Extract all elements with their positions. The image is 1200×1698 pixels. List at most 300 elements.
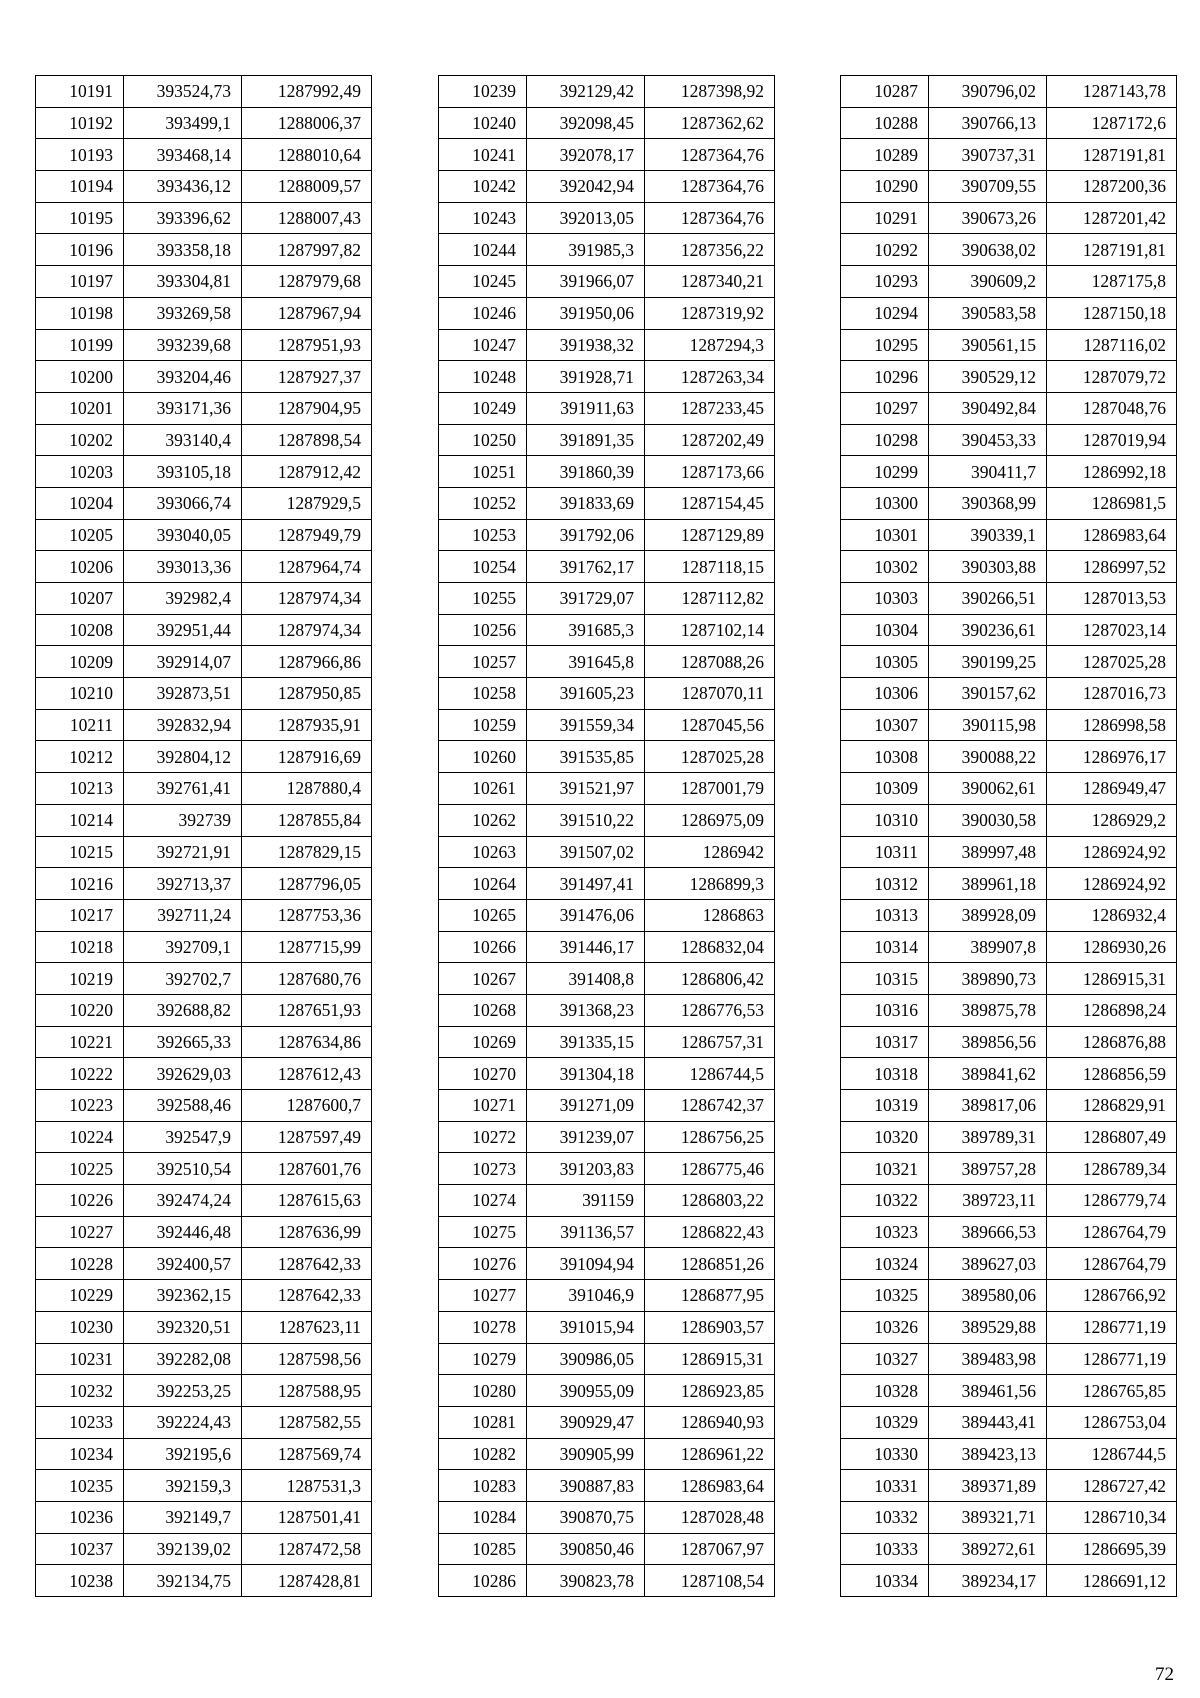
point-number-cell: 10274 [439, 1185, 527, 1217]
table-row [841, 646, 1177, 678]
table-row [841, 836, 1177, 868]
x-coordinate-cell: 393066,74 [124, 487, 242, 519]
y-coordinate-cell: 1286898,24 [1047, 994, 1177, 1026]
y-coordinate-cell: 1286876,88 [1047, 1026, 1177, 1058]
table-row [439, 614, 775, 646]
point-number-cell: 10212 [36, 741, 124, 773]
point-number-cell: 10278 [439, 1311, 527, 1343]
table-row [439, 994, 775, 1026]
table-row [36, 1153, 372, 1185]
x-coordinate-cell: 392013,05 [527, 202, 645, 234]
point-number-cell: 10334 [841, 1565, 929, 1597]
table-row [841, 297, 1177, 329]
x-coordinate-cell: 391559,34 [527, 709, 645, 741]
table-row [439, 583, 775, 615]
point-number-cell: 10280 [439, 1375, 527, 1407]
x-coordinate-cell: 389321,71 [929, 1501, 1047, 1533]
x-coordinate-cell: 390609,2 [929, 266, 1047, 298]
point-number-cell: 10241 [439, 139, 527, 171]
point-number-cell: 10263 [439, 836, 527, 868]
y-coordinate-cell: 1287598,56 [242, 1343, 372, 1375]
point-number-cell: 10237 [36, 1533, 124, 1565]
x-coordinate-cell: 391966,07 [527, 266, 645, 298]
y-coordinate-cell: 1288007,43 [242, 202, 372, 234]
x-coordinate-cell: 389907,8 [929, 931, 1047, 963]
y-coordinate-cell: 1287967,94 [242, 297, 372, 329]
table-row [439, 1280, 775, 1312]
y-coordinate-cell: 1287597,49 [242, 1121, 372, 1153]
y-coordinate-cell: 1287023,14 [1047, 614, 1177, 646]
x-coordinate-cell: 389961,18 [929, 868, 1047, 900]
point-number-cell: 10230 [36, 1311, 124, 1343]
table-row [36, 836, 372, 868]
point-number-cell: 10234 [36, 1438, 124, 1470]
table-row [841, 107, 1177, 139]
point-number-cell: 10330 [841, 1438, 929, 1470]
x-coordinate-cell: 393396,62 [124, 202, 242, 234]
point-number-cell: 10216 [36, 868, 124, 900]
point-number-cell: 10196 [36, 234, 124, 266]
x-coordinate-cell: 392588,46 [124, 1090, 242, 1122]
table-row [36, 773, 372, 805]
x-coordinate-cell: 392224,43 [124, 1406, 242, 1438]
point-number-cell: 10303 [841, 583, 929, 615]
point-number-cell: 10248 [439, 361, 527, 393]
y-coordinate-cell: 1286915,31 [1047, 963, 1177, 995]
y-coordinate-cell: 1286691,12 [1047, 1565, 1177, 1597]
point-number-cell: 10240 [439, 107, 527, 139]
point-number-cell: 10245 [439, 266, 527, 298]
y-coordinate-cell: 1287951,93 [242, 329, 372, 361]
x-coordinate-cell: 392362,15 [124, 1280, 242, 1312]
y-coordinate-cell: 1286930,26 [1047, 931, 1177, 963]
table-row [841, 1311, 1177, 1343]
x-coordinate-cell: 392761,41 [124, 773, 242, 805]
point-number-cell: 10285 [439, 1533, 527, 1565]
x-coordinate-cell: 393524,73 [124, 76, 242, 108]
point-number-cell: 10247 [439, 329, 527, 361]
x-coordinate-cell: 392951,44 [124, 614, 242, 646]
table-row [439, 234, 775, 266]
table-row [439, 266, 775, 298]
y-coordinate-cell: 1286924,92 [1047, 836, 1177, 868]
table-row [36, 709, 372, 741]
y-coordinate-cell: 1287173,66 [645, 456, 775, 488]
point-number-cell: 10242 [439, 171, 527, 203]
y-coordinate-cell: 1288009,57 [242, 171, 372, 203]
x-coordinate-cell: 389928,09 [929, 899, 1047, 931]
x-coordinate-cell: 392804,12 [124, 741, 242, 773]
y-coordinate-cell: 1287112,82 [645, 583, 775, 615]
x-coordinate-cell: 392629,03 [124, 1058, 242, 1090]
x-coordinate-cell: 391605,23 [527, 678, 645, 710]
table-row [439, 804, 775, 836]
x-coordinate-cell: 390492,84 [929, 392, 1047, 424]
x-coordinate-cell: 392446,48 [124, 1216, 242, 1248]
table-row [36, 424, 372, 456]
y-coordinate-cell: 1287079,72 [1047, 361, 1177, 393]
y-coordinate-cell: 1287233,45 [645, 392, 775, 424]
y-coordinate-cell: 1286949,47 [1047, 773, 1177, 805]
x-coordinate-cell: 391271,09 [527, 1090, 645, 1122]
table-row [36, 234, 372, 266]
y-coordinate-cell: 1287992,49 [242, 76, 372, 108]
table-row [439, 424, 775, 456]
x-coordinate-cell: 390887,83 [527, 1470, 645, 1502]
x-coordinate-cell: 392547,9 [124, 1121, 242, 1153]
y-coordinate-cell: 1287045,56 [645, 709, 775, 741]
x-coordinate-cell: 389461,56 [929, 1375, 1047, 1407]
table-row [36, 1438, 372, 1470]
y-coordinate-cell: 1287935,91 [242, 709, 372, 741]
y-coordinate-cell: 1287651,93 [242, 994, 372, 1026]
point-number-cell: 10257 [439, 646, 527, 678]
point-number-cell: 10255 [439, 583, 527, 615]
point-number-cell: 10208 [36, 614, 124, 646]
y-coordinate-cell: 1287191,81 [1047, 139, 1177, 171]
point-number-cell: 10321 [841, 1153, 929, 1185]
table-row [439, 1470, 775, 1502]
table-row [36, 804, 372, 836]
y-coordinate-cell: 1286765,85 [1047, 1375, 1177, 1407]
x-coordinate-cell: 392665,33 [124, 1026, 242, 1058]
table-row [36, 1311, 372, 1343]
x-coordinate-cell: 392149,7 [124, 1501, 242, 1533]
point-number-cell: 10207 [36, 583, 124, 615]
table-row [36, 1090, 372, 1122]
x-coordinate-cell: 391729,07 [527, 583, 645, 615]
y-coordinate-cell: 1287202,49 [645, 424, 775, 456]
x-coordinate-cell: 391159 [527, 1185, 645, 1217]
x-coordinate-cell: 391762,17 [527, 551, 645, 583]
y-coordinate-cell: 1287612,43 [242, 1058, 372, 1090]
y-coordinate-cell: 1287898,54 [242, 424, 372, 456]
table-row [36, 899, 372, 931]
y-coordinate-cell: 1286771,19 [1047, 1311, 1177, 1343]
table-row [439, 1438, 775, 1470]
y-coordinate-cell: 1286997,52 [1047, 551, 1177, 583]
table-row [841, 551, 1177, 583]
table-row [439, 1311, 775, 1343]
y-coordinate-cell: 1286940,93 [645, 1406, 775, 1438]
x-coordinate-cell: 389423,13 [929, 1438, 1047, 1470]
point-number-cell: 10305 [841, 646, 929, 678]
x-coordinate-cell: 391203,83 [527, 1153, 645, 1185]
table-row [841, 1438, 1177, 1470]
table-row [439, 361, 775, 393]
table-row [439, 107, 775, 139]
y-coordinate-cell: 1286764,79 [1047, 1216, 1177, 1248]
point-number-cell: 10192 [36, 107, 124, 139]
point-number-cell: 10238 [36, 1565, 124, 1597]
point-number-cell: 10276 [439, 1248, 527, 1280]
y-coordinate-cell: 1287364,76 [645, 202, 775, 234]
y-coordinate-cell: 1286727,42 [1047, 1470, 1177, 1502]
x-coordinate-cell: 392282,08 [124, 1343, 242, 1375]
table-row [36, 678, 372, 710]
point-number-cell: 10191 [36, 76, 124, 108]
point-number-cell: 10195 [36, 202, 124, 234]
point-number-cell: 10201 [36, 392, 124, 424]
y-coordinate-cell: 1286877,95 [645, 1280, 775, 1312]
table-row [841, 519, 1177, 551]
y-coordinate-cell: 1286710,34 [1047, 1501, 1177, 1533]
y-coordinate-cell: 1287615,63 [242, 1185, 372, 1217]
point-number-cell: 10204 [36, 487, 124, 519]
y-coordinate-cell: 1286744,5 [1047, 1438, 1177, 1470]
table-row [841, 76, 1177, 108]
point-number-cell: 10324 [841, 1248, 929, 1280]
table-row [841, 361, 1177, 393]
point-number-cell: 10294 [841, 297, 929, 329]
table-row [841, 329, 1177, 361]
table-row [36, 614, 372, 646]
x-coordinate-cell: 390561,15 [929, 329, 1047, 361]
y-coordinate-cell: 1287108,54 [645, 1565, 775, 1597]
table-row [439, 1375, 775, 1407]
y-coordinate-cell: 1286851,26 [645, 1248, 775, 1280]
x-coordinate-cell: 390766,13 [929, 107, 1047, 139]
y-coordinate-cell: 1287201,42 [1047, 202, 1177, 234]
table-row [439, 456, 775, 488]
x-coordinate-cell: 390955,09 [527, 1375, 645, 1407]
y-coordinate-cell: 1287028,48 [645, 1501, 775, 1533]
point-number-cell: 10249 [439, 392, 527, 424]
x-coordinate-cell: 391985,3 [527, 234, 645, 266]
x-coordinate-cell: 391521,97 [527, 773, 645, 805]
y-coordinate-cell: 1286829,91 [1047, 1090, 1177, 1122]
table-row [841, 1343, 1177, 1375]
y-coordinate-cell: 1287340,21 [645, 266, 775, 298]
x-coordinate-cell: 391239,07 [527, 1121, 645, 1153]
table-row [439, 1026, 775, 1058]
y-coordinate-cell: 1287623,11 [242, 1311, 372, 1343]
coordinate-table-2 [438, 75, 775, 1597]
point-number-cell: 10290 [841, 171, 929, 203]
point-number-cell: 10244 [439, 234, 527, 266]
x-coordinate-cell: 390823,78 [527, 1565, 645, 1597]
table-row [36, 76, 372, 108]
y-coordinate-cell: 1287997,82 [242, 234, 372, 266]
point-number-cell: 10272 [439, 1121, 527, 1153]
y-coordinate-cell: 1286929,2 [1047, 804, 1177, 836]
y-coordinate-cell: 1286742,37 [645, 1090, 775, 1122]
table-row [841, 741, 1177, 773]
point-number-cell: 10298 [841, 424, 929, 456]
table-row [439, 1121, 775, 1153]
point-number-cell: 10211 [36, 709, 124, 741]
point-number-cell: 10332 [841, 1501, 929, 1533]
x-coordinate-cell: 389875,78 [929, 994, 1047, 1026]
x-coordinate-cell: 392832,94 [124, 709, 242, 741]
table-row [36, 1533, 372, 1565]
point-number-cell: 10228 [36, 1248, 124, 1280]
x-coordinate-cell: 390368,99 [929, 487, 1047, 519]
y-coordinate-cell: 1287048,76 [1047, 392, 1177, 424]
y-coordinate-cell: 1287356,22 [645, 234, 775, 266]
table-row [439, 709, 775, 741]
y-coordinate-cell: 1286899,3 [645, 868, 775, 900]
table-row [439, 1406, 775, 1438]
table-row [841, 1248, 1177, 1280]
y-coordinate-cell: 1286983,64 [1047, 519, 1177, 551]
table-row [841, 1375, 1177, 1407]
x-coordinate-cell: 390929,47 [527, 1406, 645, 1438]
x-coordinate-cell: 393204,46 [124, 361, 242, 393]
point-number-cell: 10322 [841, 1185, 929, 1217]
y-coordinate-cell: 1286822,43 [645, 1216, 775, 1248]
y-coordinate-cell: 1286942 [645, 836, 775, 868]
x-coordinate-cell: 391792,06 [527, 519, 645, 551]
point-number-cell: 10218 [36, 931, 124, 963]
x-coordinate-cell: 391015,94 [527, 1311, 645, 1343]
table-row [36, 1248, 372, 1280]
y-coordinate-cell: 1287582,55 [242, 1406, 372, 1438]
table-row [439, 1565, 775, 1597]
table-row [36, 1216, 372, 1248]
table-row [439, 899, 775, 931]
point-number-cell: 10296 [841, 361, 929, 393]
y-coordinate-cell: 1287067,97 [645, 1533, 775, 1565]
point-number-cell: 10259 [439, 709, 527, 741]
page-number: 72 [1155, 1664, 1174, 1685]
table-row [841, 931, 1177, 963]
x-coordinate-cell: 389483,98 [929, 1343, 1047, 1375]
point-number-cell: 10253 [439, 519, 527, 551]
y-coordinate-cell: 1286807,49 [1047, 1121, 1177, 1153]
point-number-cell: 10316 [841, 994, 929, 1026]
table-row [439, 1343, 775, 1375]
x-coordinate-cell: 393171,36 [124, 392, 242, 424]
y-coordinate-cell: 1287964,74 [242, 551, 372, 583]
table-row [36, 297, 372, 329]
table-row [841, 678, 1177, 710]
x-coordinate-cell: 392139,02 [124, 1533, 242, 1565]
y-coordinate-cell: 1286961,22 [645, 1438, 775, 1470]
y-coordinate-cell: 1286803,22 [645, 1185, 775, 1217]
point-number-cell: 10273 [439, 1153, 527, 1185]
x-coordinate-cell: 390529,12 [929, 361, 1047, 393]
x-coordinate-cell: 389371,89 [929, 1470, 1047, 1502]
table-row [841, 392, 1177, 424]
point-number-cell: 10200 [36, 361, 124, 393]
table-row [841, 139, 1177, 171]
x-coordinate-cell: 390303,88 [929, 551, 1047, 583]
x-coordinate-cell: 389666,53 [929, 1216, 1047, 1248]
point-number-cell: 10206 [36, 551, 124, 583]
table-row [841, 868, 1177, 900]
point-number-cell: 10221 [36, 1026, 124, 1058]
x-coordinate-cell: 390709,55 [929, 171, 1047, 203]
table-row [841, 171, 1177, 203]
point-number-cell: 10293 [841, 266, 929, 298]
y-coordinate-cell: 1287501,41 [242, 1501, 372, 1533]
table-row [841, 1280, 1177, 1312]
y-coordinate-cell: 1286998,58 [1047, 709, 1177, 741]
point-number-cell: 10287 [841, 76, 929, 108]
y-coordinate-cell: 1286764,79 [1047, 1248, 1177, 1280]
point-number-cell: 10223 [36, 1090, 124, 1122]
point-number-cell: 10236 [36, 1501, 124, 1533]
y-coordinate-cell: 1286779,74 [1047, 1185, 1177, 1217]
x-coordinate-cell: 389443,41 [929, 1406, 1047, 1438]
y-coordinate-cell: 1286923,85 [645, 1375, 775, 1407]
y-coordinate-cell: 1287070,11 [645, 678, 775, 710]
point-number-cell: 10310 [841, 804, 929, 836]
point-number-cell: 10311 [841, 836, 929, 868]
y-coordinate-cell: 1287364,76 [645, 139, 775, 171]
table-row [841, 773, 1177, 805]
x-coordinate-cell: 390088,22 [929, 741, 1047, 773]
y-coordinate-cell: 1287974,34 [242, 614, 372, 646]
table-row [439, 139, 775, 171]
x-coordinate-cell: 393269,58 [124, 297, 242, 329]
x-coordinate-cell: 391510,22 [527, 804, 645, 836]
point-number-cell: 10286 [439, 1565, 527, 1597]
table-row [36, 392, 372, 424]
x-coordinate-cell: 392873,51 [124, 678, 242, 710]
table-row [841, 424, 1177, 456]
table-row [36, 1375, 372, 1407]
table-row [439, 1248, 775, 1280]
y-coordinate-cell: 1287966,86 [242, 646, 372, 678]
x-coordinate-cell: 391860,39 [527, 456, 645, 488]
x-coordinate-cell: 390236,61 [929, 614, 1047, 646]
x-coordinate-cell: 389723,11 [929, 1185, 1047, 1217]
point-number-cell: 10327 [841, 1343, 929, 1375]
point-number-cell: 10226 [36, 1185, 124, 1217]
x-coordinate-cell: 390157,62 [929, 678, 1047, 710]
x-coordinate-cell: 390986,05 [527, 1343, 645, 1375]
point-number-cell: 10199 [36, 329, 124, 361]
y-coordinate-cell: 1287175,8 [1047, 266, 1177, 298]
y-coordinate-cell: 1286775,46 [645, 1153, 775, 1185]
table-row [36, 931, 372, 963]
table-row [439, 868, 775, 900]
point-number-cell: 10220 [36, 994, 124, 1026]
point-number-cell: 10269 [439, 1026, 527, 1058]
table-row [841, 583, 1177, 615]
table-row [439, 202, 775, 234]
point-number-cell: 10233 [36, 1406, 124, 1438]
y-coordinate-cell: 1287025,28 [1047, 646, 1177, 678]
y-coordinate-cell: 1286757,31 [645, 1026, 775, 1058]
x-coordinate-cell: 392688,82 [124, 994, 242, 1026]
y-coordinate-cell: 1287472,58 [242, 1533, 372, 1565]
point-number-cell: 10281 [439, 1406, 527, 1438]
point-number-cell: 10309 [841, 773, 929, 805]
table-row [439, 519, 775, 551]
x-coordinate-cell: 391446,17 [527, 931, 645, 963]
table-row [439, 773, 775, 805]
table-row [841, 1026, 1177, 1058]
y-coordinate-cell: 1287531,3 [242, 1470, 372, 1502]
y-coordinate-cell: 1286903,57 [645, 1311, 775, 1343]
point-number-cell: 10202 [36, 424, 124, 456]
point-number-cell: 10282 [439, 1438, 527, 1470]
y-coordinate-cell: 1286975,09 [645, 804, 775, 836]
y-coordinate-cell: 1287904,95 [242, 392, 372, 424]
table-row [36, 1185, 372, 1217]
y-coordinate-cell: 1287428,81 [242, 1565, 372, 1597]
y-coordinate-cell: 1287398,92 [645, 76, 775, 108]
table-row [439, 551, 775, 583]
y-coordinate-cell: 1286771,19 [1047, 1343, 1177, 1375]
y-coordinate-cell: 1286976,17 [1047, 741, 1177, 773]
y-coordinate-cell: 1286863 [645, 899, 775, 931]
y-coordinate-cell: 1287102,14 [645, 614, 775, 646]
y-coordinate-cell: 1287019,94 [1047, 424, 1177, 456]
